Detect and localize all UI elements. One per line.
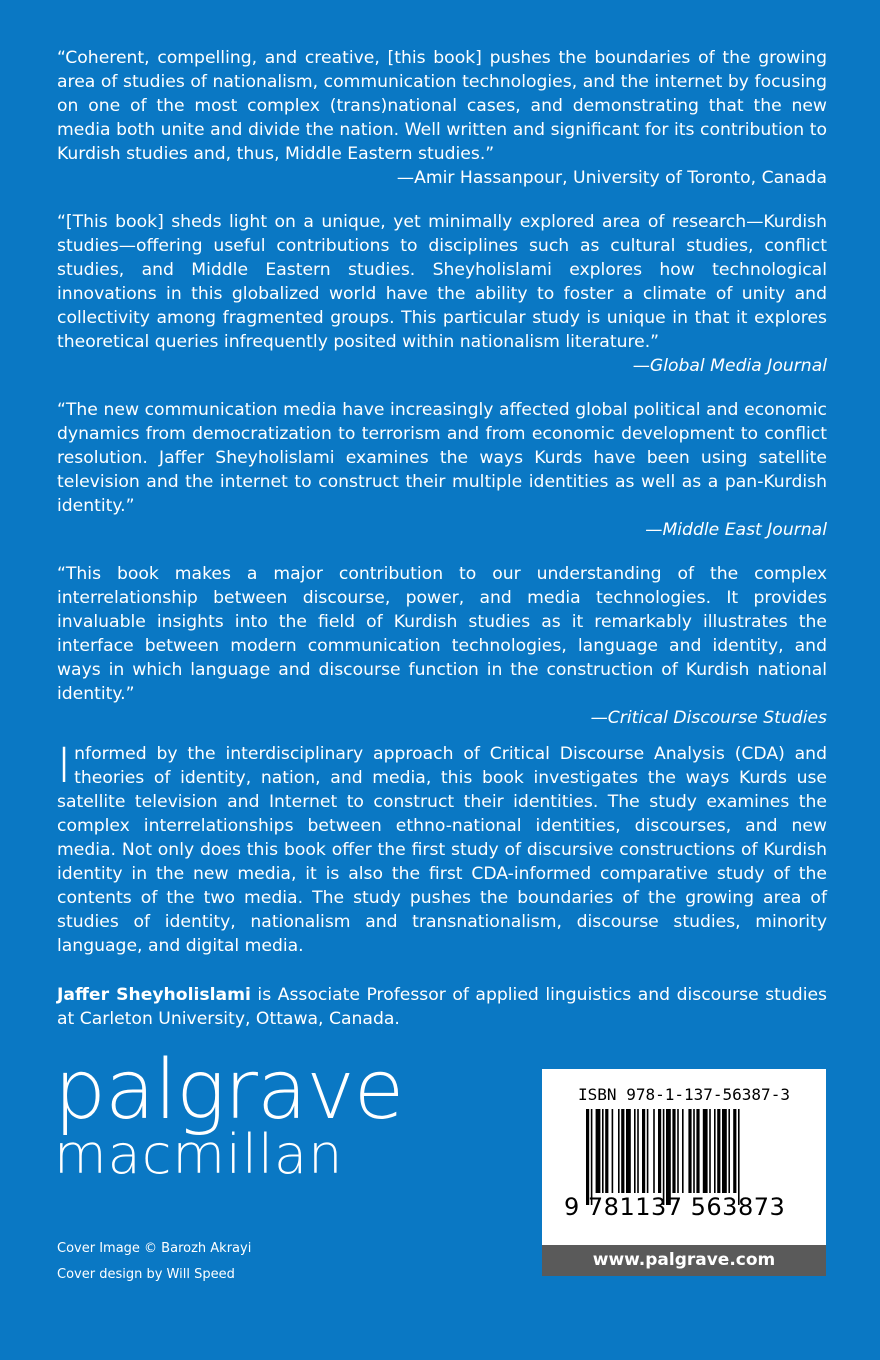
author-bio-text: is Associate Professor of applied linguistics and discourse studies at Carleton University, Ottawa, Canada. — [57, 985, 828, 1029]
review-quote: “This book makes a major contribution to our understanding of the complex interrelationship between discourse, power, and media technologies. It provides invaluable insights into the field of Kurdish studies as it remarkably illustrates the interface between modern communication technologies, language and identity, and ways in which language and discourse function in the construction of Kurdish national identity.” — [57, 564, 827, 704]
publisher-logo — [54, 1043, 404, 1186]
cover-credits — [57, 1236, 251, 1288]
barcode-icon — [586, 1109, 782, 1205]
publisher-url[interactable]: www.palgrave.com — [542, 1245, 826, 1276]
cover-image-credit: Cover Image © Barozh Akrayi — [57, 1241, 252, 1256]
publisher-logo-line1: palgrave — [54, 1043, 404, 1138]
review-quote: “The new communication media have increasingly affected global political and economic dynamics from democratization to terrorism and from economic development to conflict resolution. Jaffer Sheyholislami examines the ways Kurds have been using satellite television and the internet to construct their multiple identities as well as a pan-Kurdish identity.” — [57, 400, 827, 516]
reviews-section — [57, 46, 827, 750]
review-source: —Global Media Journal — [632, 356, 827, 376]
barcode-digits: 9 781137 563873 — [564, 1193, 786, 1221]
author-name: Jaffer Sheyholislami — [57, 985, 251, 1005]
publisher-logo-line2: macmillan — [54, 1123, 344, 1186]
author-bio — [57, 983, 827, 1031]
review-quote: “Coherent, compelling, and creative, [this book] pushes the boundaries of the growing area of studies of nationalism, communication technologies, and the internet by focusing on one of the most complex (trans)national cases, and demonstrating that the new media both unite and divide the nation. Well written and significant for its contribution to Kurdish studies and, thus, Middle Eastern studies.” — [57, 48, 827, 164]
barcode-panel — [542, 1069, 826, 1276]
review-quote: “[This book] sheds light on a unique, yet minimally explored area of research—Kurdish studies—offering useful contributions to disciplines such as cultural studies, conflict studies, and Middle Eastern studies. Sheyholislami explores how technological innovations in this globalized world have the ability to foster a climate of unity and collectivity among fragmented groups. This particular study is unique in that it explores theoretical queries infrequently posited within nationalism literature.” — [57, 212, 827, 352]
review-source: —Middle East Journal — [645, 520, 827, 540]
review-source: —Critical Discourse Studies — [590, 708, 827, 728]
book-description — [57, 738, 827, 958]
review-source: —Amir Hassanpour, University of Toronto, Canada — [396, 168, 827, 188]
review-4 — [57, 562, 827, 730]
review-1 — [57, 46, 827, 190]
description-text: nformed by the interdisciplinary approach of Critical Discourse Analysis (CDA) and theories of identity, nation, and media, this book investigates the ways Kurds use satellite television and Internet to construct their identities. The study examines the complex interrelationships between ethno-national identities, discourses, and new media. Not only does this book offer the first study of discursive constructions of Kurdish identity in the new media, it is also the first CDA-informed comparative study of the contents of the two media. The study pushes the boundaries of the growing area of studies of identity, nationalism and transnationalism, discourse studies, minority language, and digital media. — [57, 744, 827, 956]
review-3 — [57, 398, 827, 542]
review-2 — [57, 210, 827, 378]
drop-cap: I — [57, 738, 72, 794]
isbn-label: ISBN 978-1-137-56387-3 — [578, 1085, 790, 1104]
cover-design-credit: Cover design by Will Speed — [57, 1267, 235, 1282]
barcode-area — [542, 1069, 826, 1245]
